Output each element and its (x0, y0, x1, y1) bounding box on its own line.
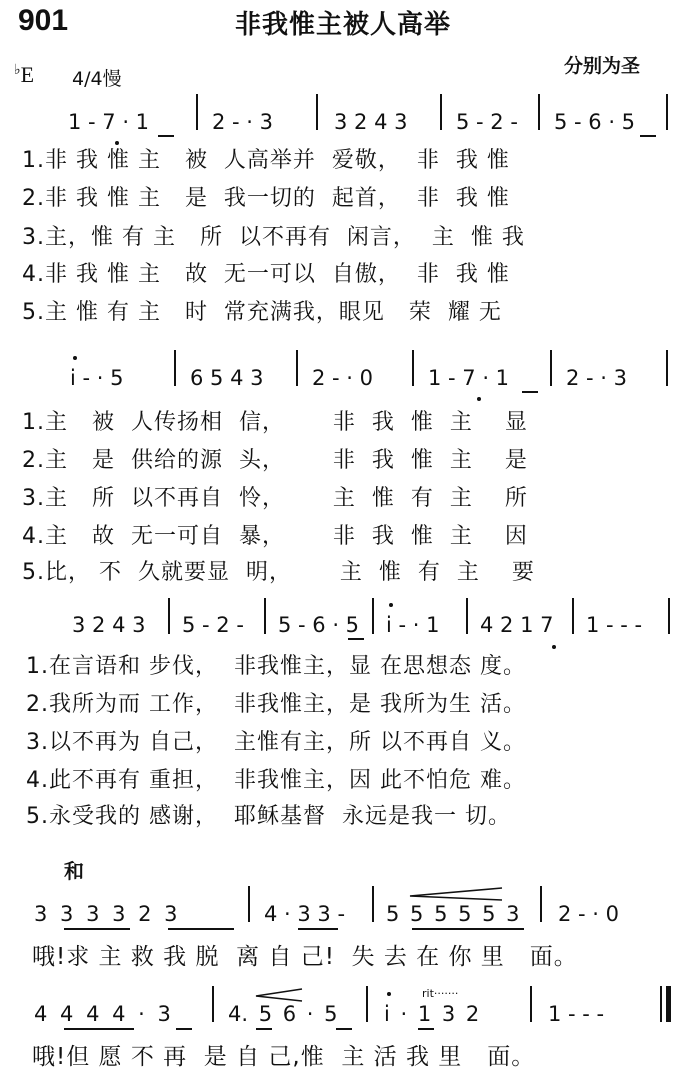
verse-line: 4.非 我 惟 主 故 无一可以 自傲， 非 我 惟 (22, 262, 510, 287)
verse-line: 5.永受我的 感谢， 耶稣基督 永远是我一 切。 (26, 804, 511, 829)
underline (64, 1028, 134, 1030)
measure: 5 - 6 · 5 (278, 613, 360, 637)
barline (168, 598, 170, 634)
verse-line: 1.主 被 人传扬相 信， 非 我 惟 主 显 (22, 410, 528, 435)
barline (572, 598, 574, 634)
upper-octave-dot (389, 603, 393, 607)
barline (372, 598, 374, 634)
upper-octave-dot (387, 992, 391, 996)
measure: 5 - 2 - (456, 110, 518, 134)
underline (522, 391, 538, 393)
barline (666, 94, 668, 130)
underline (348, 638, 364, 640)
barline (440, 94, 442, 130)
measure: 6 5 4 3 (190, 366, 264, 390)
measure: 4 · 3 3 - (264, 902, 346, 926)
underline (418, 1028, 434, 1030)
verse-line: 2.我所为而 工作， 非我惟主，是 我所为生 活。 (26, 692, 526, 717)
barline (550, 350, 552, 386)
measure: i · 1 3 2 (384, 1002, 480, 1026)
barline (196, 94, 198, 130)
measure: 1 - - - (586, 613, 643, 637)
verse-line: 3.主 所 以不再自 怜， 主 惟 有 主 所 (22, 486, 528, 511)
barline (366, 986, 368, 1022)
measure: 1 - 7 · 1 (68, 110, 150, 134)
measure: 2 - · 3 (212, 110, 274, 134)
barline (264, 598, 266, 634)
underline (336, 1028, 352, 1030)
underline (168, 928, 234, 930)
measure: 4 4 4 4 · 3 (34, 1002, 171, 1026)
barline (248, 886, 250, 922)
crescendo-hairpin (254, 988, 304, 1002)
verse-line: 1.非 我 惟 主 被 人高举并 爱敬， 非 我 惟 (22, 148, 510, 173)
measure: 3 3 3 3 2 3 (34, 902, 178, 926)
underline (412, 928, 524, 930)
measure: 2 - · 3 (566, 366, 628, 390)
measure: 2 - · 0 (312, 366, 374, 390)
barline (412, 350, 414, 386)
lower-octave-dot (477, 397, 481, 401)
verse-line: 2.非 我 惟 主 是 我一切的 起首， 非 我 惟 (22, 186, 510, 211)
measure: 2 - · 0 (558, 902, 620, 926)
crescendo-hairpin (408, 886, 504, 902)
measure: 5 5 5 5 5 3 (386, 902, 520, 926)
barline (668, 598, 670, 634)
barline (174, 350, 176, 386)
verse-line: 4.主 故 无一可自 暴， 非 我 惟 主 因 (22, 524, 528, 549)
verse-line: 1.在言语和 步伐， 非我惟主，显 在思想态 度。 (26, 654, 526, 679)
chorus-lyric-line: 哦!求 主 救 我 脱 离 自 己! 失 去 在 你 里 面。 (32, 944, 578, 970)
flat-sign: ♭ (14, 63, 21, 78)
tempo-marking: 4/4慢 (72, 68, 122, 90)
key-signature (14, 64, 34, 86)
measure: i - · 1 (386, 613, 440, 637)
chorus-label: 和 (64, 859, 84, 883)
hymn-title: 非我惟主被人高举 (235, 10, 452, 40)
lower-octave-dot (115, 141, 119, 145)
measure: 4. 5 6 · 5 (228, 1002, 338, 1026)
underline (256, 1028, 272, 1030)
hymn-subtitle: 分别为圣 (564, 55, 641, 77)
barline (212, 986, 214, 1022)
verse-line: 4.此不再有 重担， 非我惟主，因 此不怕危 难。 (26, 768, 526, 793)
final-barline-thin (660, 986, 662, 1022)
verse-line: 2.主 是 供给的源 头， 非 我 惟 主 是 (22, 448, 528, 473)
underline (64, 928, 130, 930)
measure: 5 - 2 - (182, 613, 244, 637)
measure: 1 - 7 · 1 (428, 366, 510, 390)
barline (666, 350, 668, 386)
measure: i - · 5 (70, 366, 124, 390)
hymn-number: 901 (18, 4, 69, 37)
lower-octave-dot (552, 645, 556, 649)
measure: 1 - - - (548, 1002, 605, 1026)
underline (640, 135, 656, 137)
measure: 3 2 4 3 (334, 110, 408, 134)
barline (530, 986, 532, 1022)
underline (176, 1028, 192, 1030)
measure: 4 2 1 7 (480, 613, 554, 637)
barline (296, 350, 298, 386)
upper-octave-dot (73, 356, 77, 360)
barline (538, 94, 540, 130)
final-barline-thick (666, 986, 671, 1022)
verse-line: 5.比， 不 久就要显 明， 主 惟 有 主 要 (22, 560, 535, 585)
verse-line: 3.以不再为 自己， 主惟有主，所 以不再自 义。 (26, 730, 526, 755)
barline (466, 598, 468, 634)
ritardando-marking: rit······· (422, 987, 459, 1000)
verse-line: 3.主，惟 有 主 所 以不再有 闲言， 主 惟 我 (22, 225, 525, 250)
barline (372, 886, 374, 922)
barline (316, 94, 318, 130)
underline (298, 928, 338, 930)
barline (540, 886, 542, 922)
chorus-lyric-line: 哦!但 愿 不 再 是 自 己,惟 主 活 我 里 面。 (32, 1044, 536, 1070)
measure: 3 2 4 3 (72, 613, 146, 637)
underline (158, 135, 174, 137)
measure: 5 - 6 · 5 (554, 110, 636, 134)
verse-line: 5.主 惟 有 主 时 常充满我，眼见 荣 耀 无 (22, 300, 502, 325)
key-letter: E (20, 62, 35, 87)
